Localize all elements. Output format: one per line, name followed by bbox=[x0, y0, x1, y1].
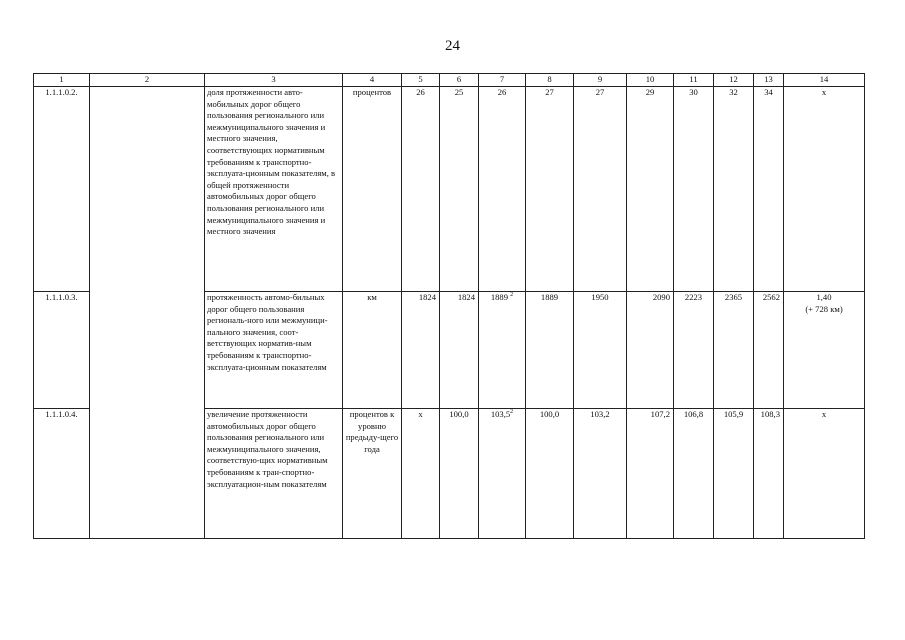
row-value: 27 bbox=[574, 87, 627, 292]
header-cell: 8 bbox=[526, 74, 574, 87]
row-value bbox=[479, 409, 526, 539]
header-cell: 5 bbox=[402, 74, 440, 87]
header-cell: 6 bbox=[440, 74, 479, 87]
row-description: увеличение протяженности автомобильных дорог общего пользования регионального или межмуниципального значения, соответствую-щих нормативным требованиям к тран-спортно-эксплуатацион-ным показателям bbox=[205, 409, 343, 539]
row-value bbox=[784, 292, 865, 409]
row-value: 1950 bbox=[574, 292, 627, 409]
row-value bbox=[784, 87, 865, 292]
row-value: 108,3 bbox=[754, 409, 784, 539]
row-value: 25 bbox=[440, 87, 479, 292]
row-value-text: х bbox=[821, 409, 827, 419]
row-value bbox=[479, 87, 526, 292]
row-value: 32 bbox=[714, 87, 754, 292]
row-description: доля протяженности авто-мобильных дорог общего пользования регионального или межмуниципального значения и местного значения, соответствующих нормативным требованиям к транспортно-эксплуата-ционным показателям, в общей протяженности автомобильных дорог общего пользования регионального или межмуниципального значения и местного значения bbox=[205, 87, 343, 292]
row-value: 30 bbox=[674, 87, 714, 292]
row-value: 107,2 bbox=[627, 409, 674, 539]
row-unit: процентов к уровню предыду-щего года bbox=[343, 409, 402, 539]
row-value: 1824 bbox=[402, 292, 440, 409]
row-value: 26 bbox=[402, 87, 440, 292]
page-number: 24 bbox=[445, 38, 460, 54]
row-value: 100,0 bbox=[440, 409, 479, 539]
header-cell: 2 bbox=[90, 74, 205, 87]
row-value: 103,2 bbox=[574, 409, 627, 539]
row-value-text: 1889 bbox=[490, 292, 509, 302]
row-value: х bbox=[402, 409, 440, 539]
row-value-text: 103,5 bbox=[490, 409, 511, 419]
indicator-table bbox=[33, 73, 865, 539]
header-cell: 13 bbox=[754, 74, 784, 87]
row-value: 105,9 bbox=[714, 409, 754, 539]
row-value: 100,0 bbox=[526, 409, 574, 539]
row-value-footnote: 2 bbox=[510, 292, 514, 298]
row-value-note: (+ 728 км) bbox=[805, 303, 843, 314]
header-row bbox=[34, 74, 865, 87]
row-value: 2365 bbox=[714, 292, 754, 409]
row-value: 29 bbox=[627, 87, 674, 292]
header-cell: 10 bbox=[627, 74, 674, 87]
row-code: 1.1.1.0.3. bbox=[34, 292, 90, 409]
header-cell: 9 bbox=[574, 74, 627, 87]
row-value bbox=[784, 409, 865, 539]
row-value: 106,8 bbox=[674, 409, 714, 539]
header-cell: 1 bbox=[34, 74, 90, 87]
row-col2 bbox=[90, 87, 205, 539]
row-unit: процентов bbox=[343, 87, 402, 292]
row-value-text: 1,40 bbox=[816, 292, 832, 302]
header-cell: 12 bbox=[714, 74, 754, 87]
row-value-text: х bbox=[821, 87, 827, 97]
row-code: 1.1.1.0.4. bbox=[34, 409, 90, 539]
table-row bbox=[34, 87, 865, 292]
row-value: 34 bbox=[754, 87, 784, 292]
row-value-text: 26 bbox=[497, 87, 507, 97]
header-cell: 14 bbox=[784, 74, 865, 87]
header-cell: 4 bbox=[343, 74, 402, 87]
header-cell: 3 bbox=[205, 74, 343, 87]
header-cell: 11 bbox=[674, 74, 714, 87]
row-value bbox=[479, 292, 526, 409]
row-value: 1889 bbox=[526, 292, 574, 409]
row-description: протяженность автомо-бильных дорог общего пользования региональ-ного или межмуници-пального значения, соот-ветствующих норматив-ным требованиям к транспортно-эксплуата-ционным показателям bbox=[205, 292, 343, 409]
row-value: 27 bbox=[526, 87, 574, 292]
row-value: 2223 bbox=[674, 292, 714, 409]
row-unit: км bbox=[343, 292, 402, 409]
row-value: 1824 bbox=[440, 292, 479, 409]
row-value: 2562 bbox=[754, 292, 784, 409]
row-code: 1.1.1.0.2. bbox=[34, 87, 90, 292]
header-cell: 7 bbox=[479, 74, 526, 87]
row-value: 2090 bbox=[627, 292, 674, 409]
row-value-footnote: 2 bbox=[510, 409, 514, 415]
